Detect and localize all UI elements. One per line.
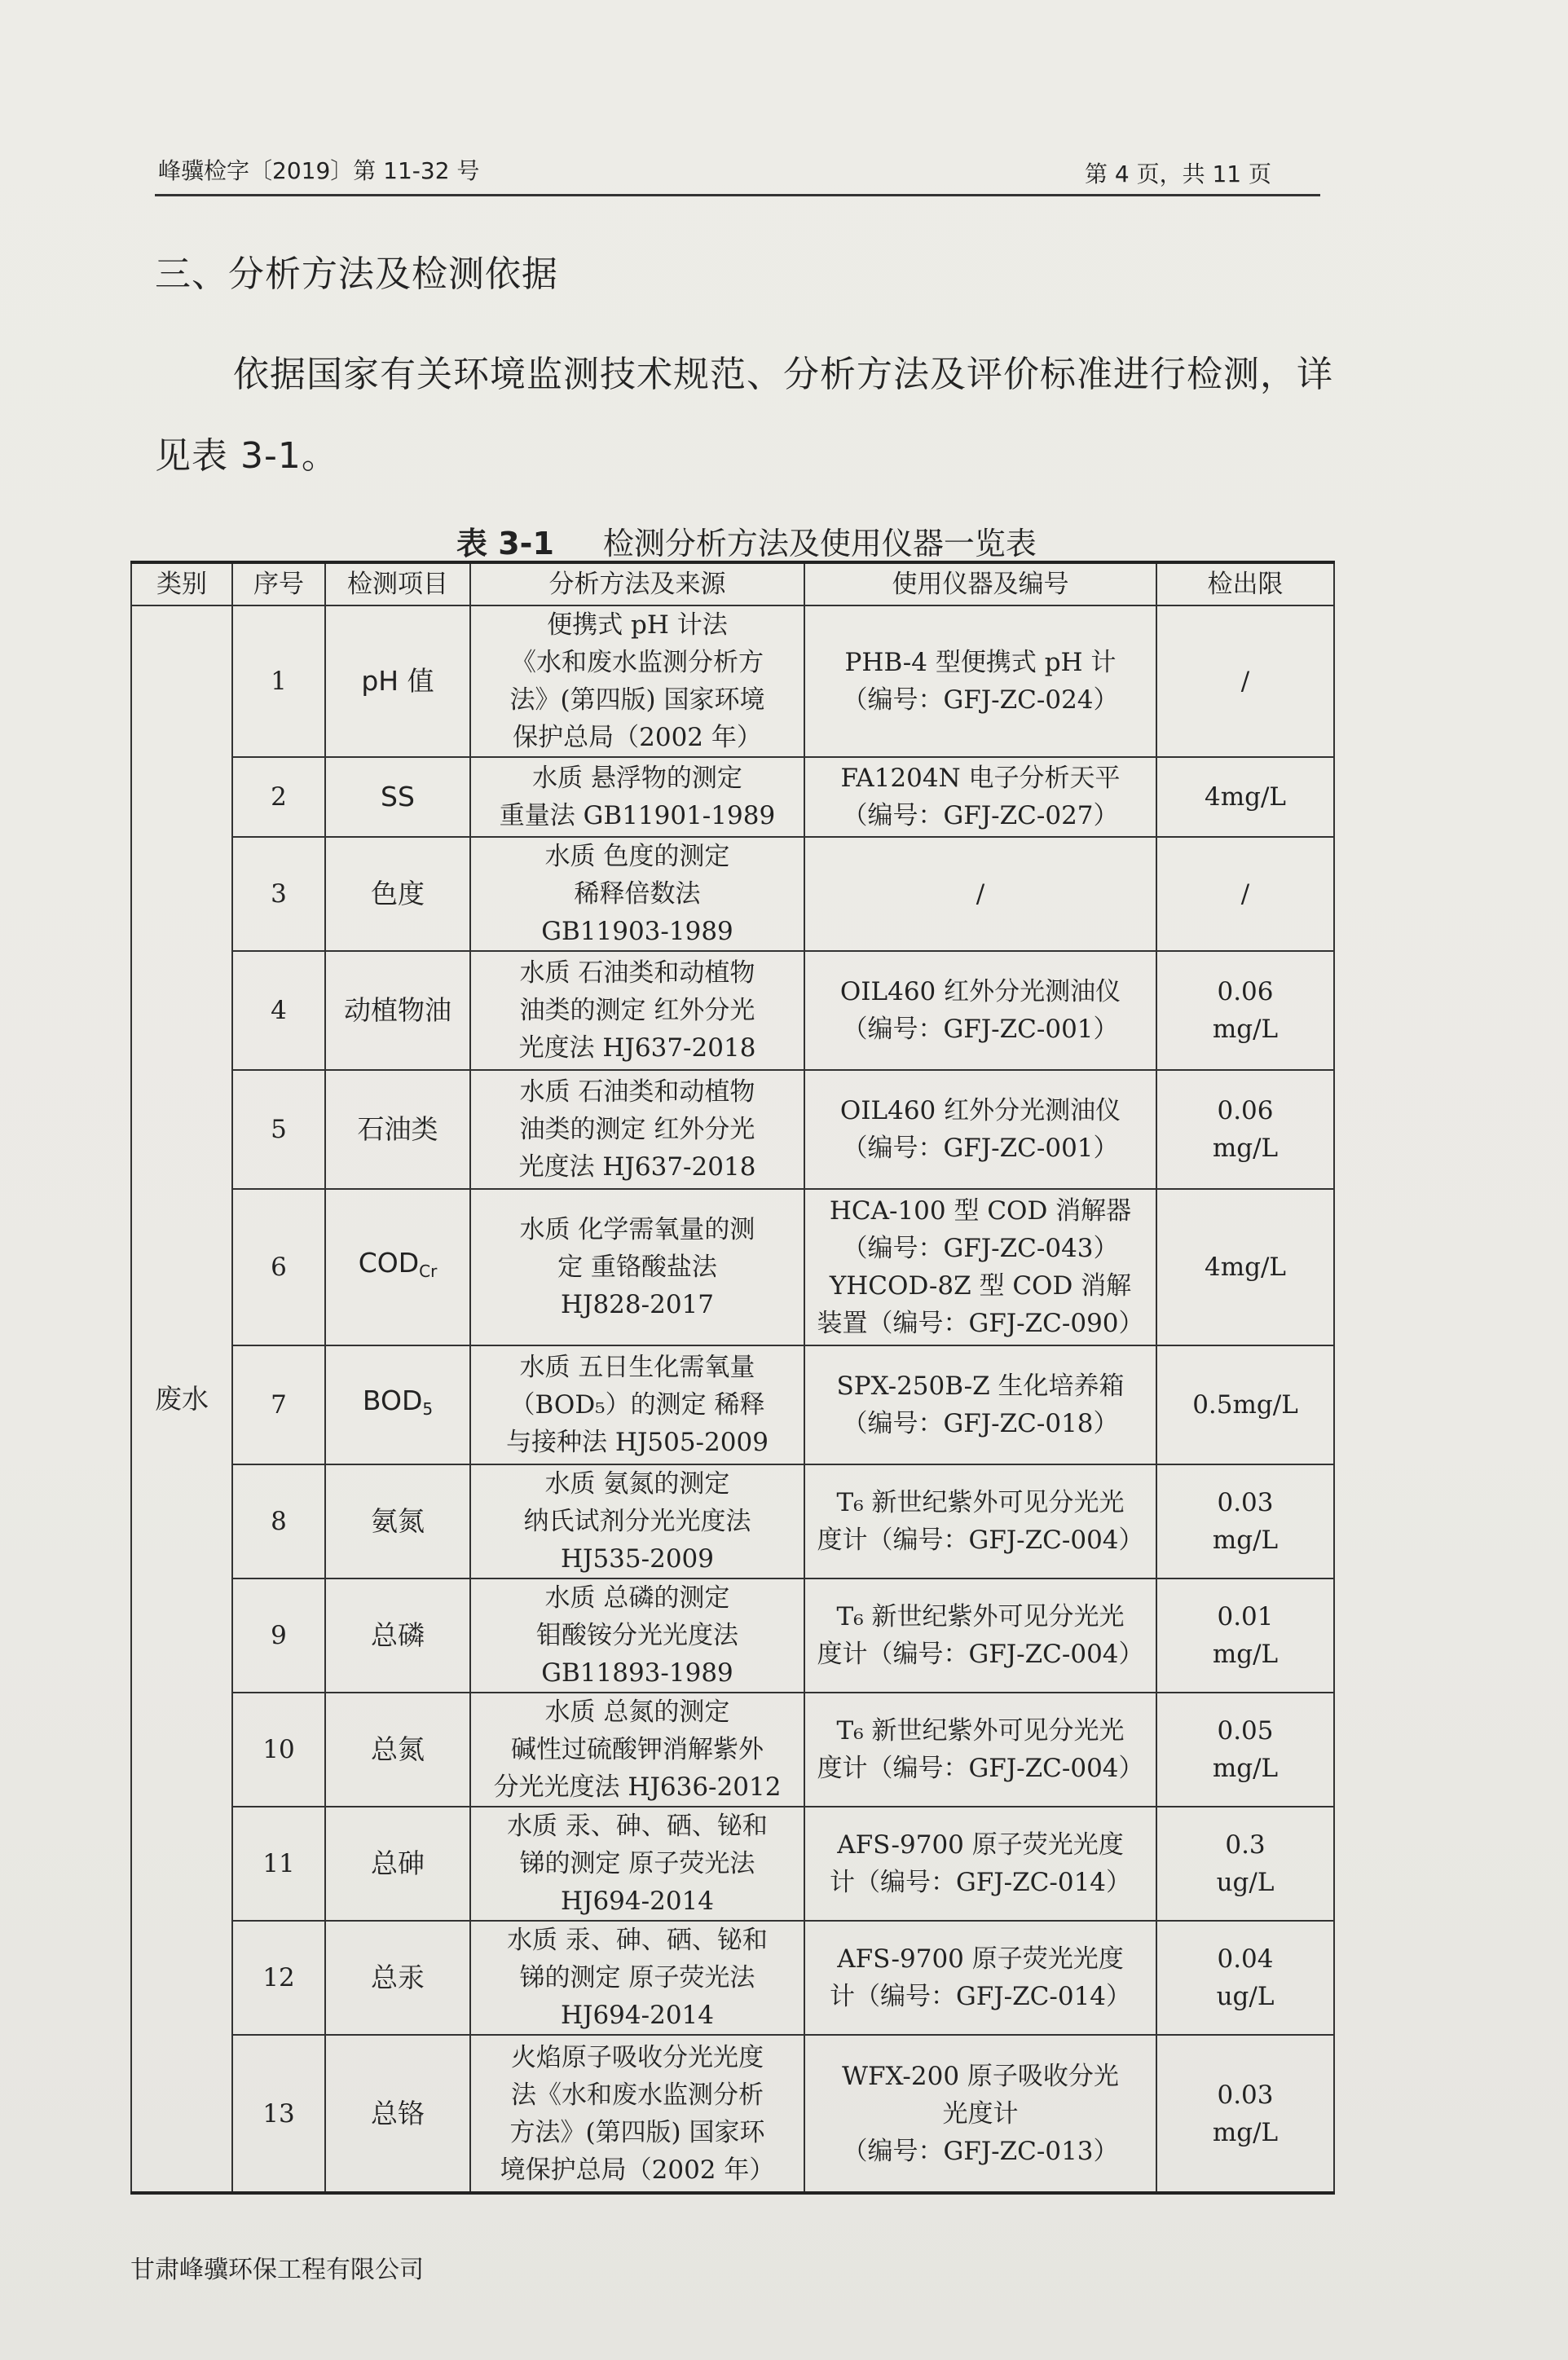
detection-limit-cell-line: mg/L	[1212, 1526, 1279, 1555]
detection-limit-cell	[1156, 2035, 1334, 2193]
method-cell-line: 稀释倍数法	[574, 879, 701, 909]
test-item-cell	[325, 1693, 470, 1807]
instrument-cell	[804, 1189, 1156, 1345]
detection-limit-cell-line: /	[1240, 667, 1250, 696]
test-item-label: SS	[381, 781, 415, 812]
detection-limit-cell-line: 4mg/L	[1205, 1253, 1286, 1282]
test-item-label: 色度	[371, 878, 425, 909]
instrument-cell-line: WFX-200 原子吸收分光	[842, 2061, 1119, 2091]
instrument-cell	[804, 1807, 1156, 1921]
test-item-cell	[325, 1807, 470, 1921]
serial-number-cell: 8	[232, 1464, 325, 1578]
table-row	[131, 757, 1334, 837]
test-item-label: COD	[358, 1247, 420, 1279]
category-cell: 废水	[131, 605, 232, 2193]
instrument-cell-line: 度计（编号：GFJ-ZC-004）	[817, 1640, 1144, 1669]
detection-limit-cell-line: 0.01	[1217, 1602, 1274, 1631]
test-item-cell	[325, 1921, 470, 2035]
method-cell-line: 法》(第四版) 国家环境	[509, 685, 765, 715]
instrument-cell-line: 计（编号：GFJ-ZC-014）	[829, 1982, 1132, 2011]
instrument-cell	[804, 757, 1156, 837]
instrument-cell-line: SPX-250B-Z 生化培养箱	[836, 1372, 1125, 1401]
detection-limit-cell-line: /	[1240, 879, 1250, 909]
test-item-label: 石油类	[357, 1113, 438, 1145]
instrument-cell	[804, 951, 1156, 1070]
test-item-cell	[325, 757, 470, 837]
table-row	[131, 1345, 1334, 1464]
instrument-cell-line: OIL460 红外分光测油仪	[839, 1096, 1121, 1125]
table-number: 表 3-1	[456, 526, 554, 561]
instrument-cell-line: AFS-9700 原子荧光光度	[837, 1944, 1124, 1974]
method-cell	[470, 1807, 804, 1921]
col-header-category: 类别	[131, 562, 232, 605]
page-header	[155, 153, 1320, 196]
test-item-label: 总磷	[371, 1619, 425, 1651]
method-cell-line: GB11893-1989	[541, 1658, 733, 1688]
instrument-cell-line: T₆ 新世纪紫外可见分光光	[836, 1602, 1125, 1631]
detection-limit-cell	[1156, 1693, 1334, 1807]
col-header-item: 检测项目	[325, 562, 470, 605]
table-row	[131, 951, 1334, 1070]
table-row	[131, 605, 1334, 757]
method-cell-line: 法《水和废水监测分析	[511, 2080, 764, 2110]
col-header-method: 分析方法及来源	[470, 562, 804, 605]
instrument-cell-line: （编号：GFJ-ZC-027）	[842, 801, 1119, 830]
test-item-cell	[325, 2035, 470, 2193]
table-row	[131, 1070, 1334, 1189]
table-row	[131, 1464, 1334, 1578]
col-header-instrument: 使用仪器及编号	[804, 562, 1156, 605]
test-item-label: BOD	[362, 1385, 423, 1416]
method-cell	[470, 1189, 804, 1345]
method-cell	[470, 1578, 804, 1693]
detection-limit-cell-line: 0.04	[1217, 1944, 1274, 1974]
detection-limit-cell	[1156, 1189, 1334, 1345]
method-cell-line: 碱性过硫酸钾消解紫外	[511, 1735, 764, 1764]
detection-limit-cell	[1156, 951, 1334, 1070]
detection-limit-cell-line: 0.06	[1217, 977, 1274, 1006]
table-row	[131, 2035, 1334, 2193]
instrument-cell-line: OIL460 红外分光测油仪	[839, 977, 1121, 1006]
method-cell-line: 便携式 pH 计法	[547, 610, 728, 640]
method-cell-line: 油类的测定 红外分光	[519, 996, 755, 1025]
table-title: 检测分析方法及使用仪器一览表	[602, 526, 1037, 561]
test-item-subscript: Cr	[419, 1261, 438, 1281]
method-cell-line: 油类的测定 红外分光	[519, 1115, 755, 1144]
method-cell-line: 水质 色度的测定	[544, 842, 730, 871]
method-cell-line: 水质 汞、砷、硒、铋和	[507, 1812, 768, 1841]
method-cell	[470, 1345, 804, 1464]
serial-number-cell: 9	[232, 1578, 325, 1693]
method-cell-line: 光度法 HJ637-2018	[518, 1033, 756, 1063]
method-cell	[470, 2035, 804, 2193]
method-cell	[470, 1693, 804, 1807]
method-cell-line: HJ694-2014	[561, 2001, 714, 2030]
instrument-cell-line: T₆ 新世纪紫外可见分光光	[836, 1488, 1125, 1517]
instrument-cell-line: 光度计	[942, 2098, 1019, 2129]
table-row	[131, 1807, 1334, 1921]
serial-number-cell: 3	[232, 837, 325, 951]
test-item-cell	[325, 951, 470, 1070]
method-cell	[470, 605, 804, 757]
section-title: 三、分析方法及检测依据	[155, 253, 558, 295]
instrument-cell-line: （编号：GFJ-ZC-018）	[842, 1409, 1119, 1438]
test-item-subscript: 5	[422, 1399, 434, 1419]
method-cell-line: 火焰原子吸收分光光度	[511, 2042, 764, 2072]
table-header-row	[131, 562, 1334, 605]
method-cell-line: 境保护总局（2002 年）	[500, 2155, 775, 2185]
detection-limit-cell-line: 0.3	[1225, 1830, 1266, 1860]
test-item-label: 总氮	[371, 1733, 425, 1765]
instrument-cell-line: 度计（编号：GFJ-ZC-004）	[817, 1526, 1144, 1555]
test-item-cell	[325, 1578, 470, 1693]
test-item-cell	[325, 1345, 470, 1464]
method-cell-line: 锑的测定 原子荧光法	[519, 1963, 755, 1992]
test-item-label: 总铬	[371, 2097, 425, 2129]
method-cell-line: 方法》(第四版) 国家环	[509, 2117, 765, 2147]
method-cell-line: 光度法 HJ637-2018	[518, 1152, 756, 1182]
method-cell	[470, 1464, 804, 1578]
instrument-cell-line: HCA-100 型 COD 消解器	[829, 1196, 1132, 1226]
instrument-cell-line: YHCOD-8Z 型 COD 消解	[829, 1271, 1132, 1301]
method-cell	[470, 951, 804, 1070]
instrument-cell-line: 装置（编号：GFJ-ZC-090）	[817, 1309, 1144, 1338]
instrument-cell	[804, 1921, 1156, 2035]
instrument-cell	[804, 1070, 1156, 1189]
table-row	[131, 837, 1334, 951]
test-item-cell	[325, 605, 470, 757]
instrument-cell-line: /	[976, 879, 985, 909]
test-item-cell	[325, 1464, 470, 1578]
instrument-cell-line: （编号：GFJ-ZC-001）	[842, 1134, 1119, 1163]
detection-limit-cell	[1156, 1807, 1334, 1921]
detection-limit-cell-line: mg/L	[1212, 2117, 1279, 2147]
method-cell-line: HJ694-2014	[561, 1887, 714, 1916]
test-item-cell	[325, 837, 470, 951]
instrument-cell	[804, 1693, 1156, 1807]
detection-limit-cell	[1156, 837, 1334, 951]
instrument-cell-line: 度计（编号：GFJ-ZC-004）	[817, 1754, 1144, 1783]
method-cell-line: 与接种法 HJ505-2009	[506, 1428, 769, 1457]
test-item-label: pH 值	[361, 665, 434, 697]
serial-number-cell: 13	[232, 2035, 325, 2193]
methods-table	[130, 561, 1335, 2195]
detection-limit-cell	[1156, 757, 1334, 837]
instrument-cell	[804, 605, 1156, 757]
detection-limit-cell-line: 0.03	[1217, 1488, 1274, 1517]
method-cell-line: 水质 石油类和动植物	[519, 1077, 755, 1107]
method-cell-line: 分光光度法 HJ636-2012	[493, 1772, 782, 1802]
detection-limit-cell-line: 0.5mg/L	[1192, 1390, 1298, 1420]
method-cell-line: HJ535-2009	[561, 1544, 714, 1574]
detection-limit-cell-line: 0.03	[1217, 2080, 1274, 2110]
method-cell-line: 水质 汞、砷、硒、铋和	[507, 1926, 768, 1955]
detection-limit-cell	[1156, 1070, 1334, 1189]
method-cell-line: 《水和废水监测分析方	[511, 648, 764, 677]
detection-limit-cell	[1156, 605, 1334, 757]
method-cell-line: 水质 化学需氧量的测	[519, 1215, 755, 1244]
method-cell	[470, 837, 804, 951]
detection-limit-cell-line: 4mg/L	[1205, 782, 1286, 812]
method-cell	[470, 757, 804, 837]
company-footer: 甘肃峰骥环保工程有限公司	[130, 2256, 424, 2284]
method-cell-line: 定 重铬酸盐法	[557, 1253, 717, 1282]
table-caption	[456, 518, 1037, 563]
method-cell-line: 水质 悬浮物的测定	[532, 764, 742, 793]
detection-limit-cell-line: 0.06	[1217, 1096, 1274, 1125]
table-row	[131, 1693, 1334, 1807]
method-cell-line: 钼酸铵分光光度法	[536, 1621, 738, 1650]
detection-limit-cell-line: mg/L	[1212, 1640, 1279, 1669]
serial-number-cell: 2	[232, 757, 325, 837]
serial-number-cell: 5	[232, 1070, 325, 1189]
instrument-cell	[804, 2035, 1156, 2193]
serial-number-cell: 11	[232, 1807, 325, 1921]
page-number: 第 4 页，共 11 页	[1084, 161, 1271, 187]
test-item-label: 总汞	[371, 1962, 425, 1993]
intro-paragraph: 依据国家有关环境监测技术规范、分析方法及评价标准进行检测，详见表 3-1。	[155, 354, 1333, 477]
table-row	[131, 1189, 1334, 1345]
method-cell-line: GB11903-1989	[541, 917, 733, 946]
method-cell-line: 重量法 GB11901-1989	[499, 801, 776, 830]
instrument-cell-line: T₆ 新世纪紫外可见分光光	[836, 1716, 1125, 1746]
instrument-cell-line: PHB-4 型便携式 pH 计	[844, 648, 1117, 677]
test-item-label: 总砷	[371, 1847, 425, 1879]
detection-limit-cell-line: mg/L	[1212, 1754, 1279, 1783]
table-row	[131, 1578, 1334, 1693]
detection-limit-cell-line: ug/L	[1216, 1982, 1275, 2011]
serial-number-cell: 7	[232, 1345, 325, 1464]
method-cell-line: 水质 总氮的测定	[544, 1697, 730, 1727]
serial-number-cell: 12	[232, 1921, 325, 2035]
instrument-cell-line: （编号：GFJ-ZC-001）	[842, 1015, 1119, 1044]
method-cell	[470, 1070, 804, 1189]
instrument-cell	[804, 1578, 1156, 1693]
report-number: 峰骥检字〔2019〕第 11-32 号	[158, 157, 480, 184]
test-item-label: 动植物油	[344, 994, 451, 1026]
method-cell-line: 水质 总磷的测定	[544, 1583, 730, 1613]
instrument-cell-line: 计（编号：GFJ-ZC-014）	[829, 1868, 1132, 1897]
serial-number-cell: 4	[232, 951, 325, 1070]
detection-limit-cell-line: mg/L	[1212, 1134, 1279, 1163]
serial-number-cell: 1	[232, 605, 325, 757]
test-item-cell	[325, 1070, 470, 1189]
detection-limit-cell	[1156, 1345, 1334, 1464]
col-header-limit: 检出限	[1156, 562, 1334, 605]
method-cell-line: （BOD₅）的测定 稀释	[509, 1390, 765, 1420]
method-cell-line: HJ828-2017	[561, 1290, 714, 1319]
method-cell-line: 水质 石油类和动植物	[519, 958, 755, 988]
instrument-cell	[804, 1345, 1156, 1464]
instrument-cell	[804, 837, 1156, 951]
table-row	[131, 1921, 1334, 2035]
method-cell-line: 锑的测定 原子荧光法	[519, 1849, 755, 1878]
col-header-no: 序号	[232, 562, 325, 605]
test-item-cell	[325, 1189, 470, 1345]
test-item-label: 氨氮	[371, 1505, 425, 1537]
detection-limit-cell	[1156, 1921, 1334, 2035]
instrument-cell-line: （编号：GFJ-ZC-043）	[842, 1234, 1119, 1263]
detection-limit-cell-line: 0.05	[1217, 1716, 1274, 1746]
method-cell-line: 水质 五日生化需氧量	[519, 1353, 755, 1382]
instrument-cell-line: AFS-9700 原子荧光光度	[837, 1830, 1124, 1860]
detection-limit-cell	[1156, 1464, 1334, 1578]
instrument-cell	[804, 1464, 1156, 1578]
instrument-cell-line: （编号：GFJ-ZC-024）	[842, 685, 1119, 715]
instrument-cell-line: FA1204N 电子分析天平	[840, 764, 1121, 793]
detection-limit-cell	[1156, 1578, 1334, 1693]
serial-number-cell: 6	[232, 1189, 325, 1345]
instrument-cell-line: （编号：GFJ-ZC-013）	[842, 2136, 1119, 2166]
detection-limit-cell-line: mg/L	[1212, 1015, 1279, 1044]
detection-limit-cell-line: ug/L	[1216, 1868, 1275, 1897]
method-cell	[470, 1921, 804, 2035]
method-cell-line: 水质 氨氮的测定	[544, 1469, 730, 1499]
serial-number-cell: 10	[232, 1693, 325, 1807]
method-cell-line: 纳氏试剂分光光度法	[523, 1507, 751, 1536]
method-cell-line: 保护总局（2002 年）	[513, 723, 762, 752]
